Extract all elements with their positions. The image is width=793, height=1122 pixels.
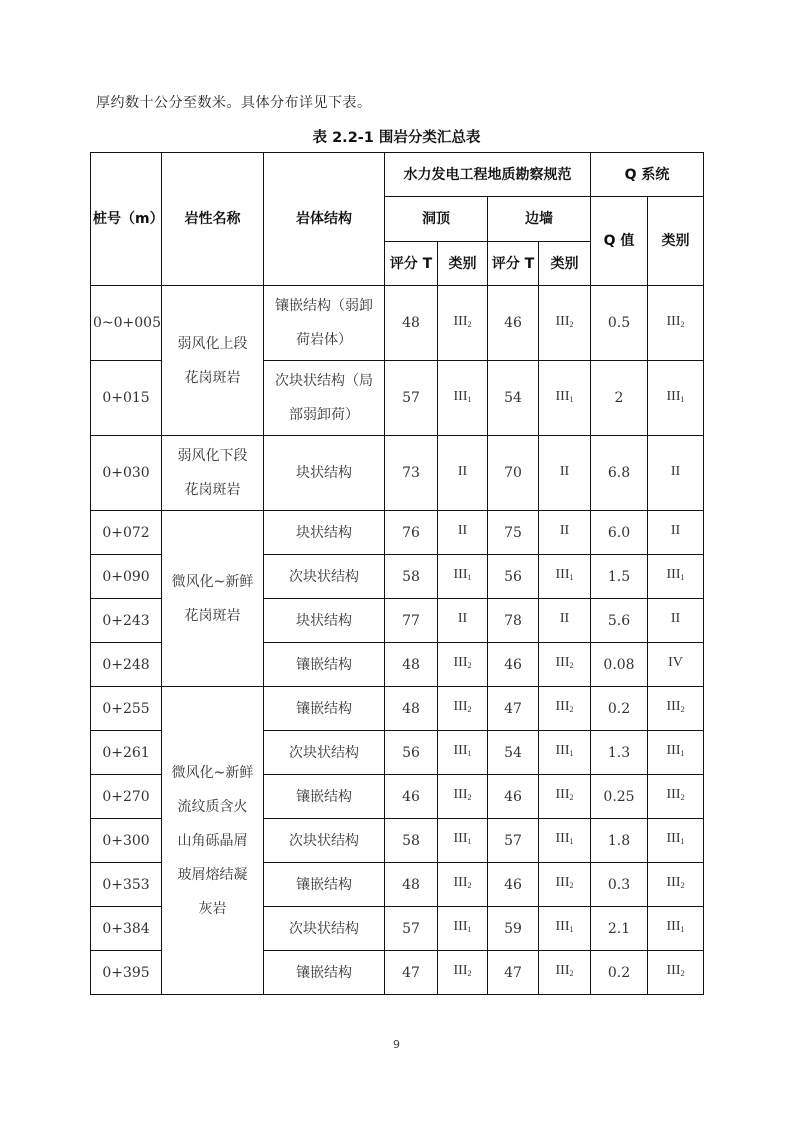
q-value-cell: 5.6 — [591, 599, 648, 643]
station-cell: 0+395 — [91, 951, 162, 995]
station-cell: 0+384 — [91, 907, 162, 951]
roof-score-cell: 46 — [385, 775, 438, 819]
wall-category-cell: $III_1$ — [539, 555, 591, 599]
wall-category-cell: II — [539, 436, 591, 511]
q-value-cell: 2 — [591, 361, 648, 436]
station-cell: 0+300 — [91, 819, 162, 863]
q-category-cell: $III_1$ — [648, 555, 704, 599]
lithology-line: 花岗斑岩 — [184, 482, 241, 498]
header-station: 桩号（m） — [91, 153, 162, 286]
roof-score-cell: 57 — [385, 907, 438, 951]
wall-score-cell: 56 — [488, 555, 539, 599]
q-value-cell: 6.0 — [591, 511, 648, 555]
lithology-line: 弱风化下段 — [177, 448, 248, 464]
q-category-cell: $III_2$ — [648, 951, 704, 995]
q-value-cell: 1.5 — [591, 555, 648, 599]
roof-category-cell: $III_1$ — [438, 907, 488, 951]
station-cell: 0+015 — [91, 361, 162, 436]
q-category-cell: $III_1$ — [648, 731, 704, 775]
lithology-line: 流纹质含火 — [177, 798, 248, 815]
structure-cell: 镶嵌结构 — [264, 863, 385, 907]
header-roof-score: 评分 T — [385, 242, 438, 286]
header-q-value: Q 值 — [591, 197, 648, 286]
page-number: 9 — [393, 1038, 400, 1051]
q-value-cell: 0.25 — [591, 775, 648, 819]
table-row — [91, 436, 704, 511]
structure-cell — [264, 361, 385, 436]
q-value-cell: 0.08 — [591, 643, 648, 687]
structure-cell: 次块状结构 — [264, 819, 385, 863]
table-row — [91, 511, 704, 555]
station-cell: 0+030 — [91, 436, 162, 511]
header-wall: 边墙 — [488, 197, 591, 242]
structure-line: 部弱卸荷） — [289, 407, 359, 423]
structure-cell: 镶嵌结构 — [264, 643, 385, 687]
intro-paragraph: 厚约数十公分至数米。具体分布详见下表。 — [96, 95, 372, 111]
station-cell: 0+090 — [91, 555, 162, 599]
rock-classification-table — [90, 152, 704, 995]
lithology-line: 灰岩 — [198, 900, 227, 917]
wall-category-cell: $III_1$ — [539, 361, 591, 436]
wall-score-cell: 47 — [488, 951, 539, 995]
q-category-cell: $III_1$ — [648, 361, 704, 436]
structure-line: 次块状结构（局 — [275, 373, 373, 389]
roof-score-cell: 48 — [385, 643, 438, 687]
station-cell: 0+261 — [91, 731, 162, 775]
header-standard-group: 水力发电工程地质勘察规范 — [385, 153, 591, 197]
station-cell: 0+353 — [91, 863, 162, 907]
lithology-cell — [162, 511, 264, 687]
q-category-cell: II — [648, 436, 704, 511]
q-category-cell: $III_1$ — [648, 819, 704, 863]
wall-score-cell: 54 — [488, 731, 539, 775]
roof-score-cell: 77 — [385, 599, 438, 643]
lithology-line: 山角砾晶屑 — [177, 832, 248, 849]
q-category-cell: $III_2$ — [648, 863, 704, 907]
wall-category-cell: $III_1$ — [539, 819, 591, 863]
wall-score-cell: 46 — [488, 863, 539, 907]
wall-score-cell: 46 — [488, 286, 539, 361]
structure-cell: 次块状结构 — [264, 731, 385, 775]
roof-category-cell: $III_2$ — [438, 687, 488, 731]
station-cell: 0+255 — [91, 687, 162, 731]
header-q-category: 类别 — [648, 197, 704, 286]
roof-category-cell: II — [438, 599, 488, 643]
q-value-cell: 1.3 — [591, 731, 648, 775]
header-roof: 洞顶 — [385, 197, 488, 242]
roof-category-cell: II — [438, 436, 488, 511]
wall-category-cell: $III_2$ — [539, 687, 591, 731]
roof-score-cell: 76 — [385, 511, 438, 555]
wall-score-cell: 46 — [488, 775, 539, 819]
table-row — [91, 687, 704, 731]
q-value-cell: 6.8 — [591, 436, 648, 511]
q-value-cell: 0.2 — [591, 687, 648, 731]
roof-score-cell: 73 — [385, 436, 438, 511]
q-value-cell: 0.3 — [591, 863, 648, 907]
station-cell: 0+270 — [91, 775, 162, 819]
wall-category-cell: $III_2$ — [539, 643, 591, 687]
roof-score-cell: 48 — [385, 863, 438, 907]
structure-cell: 镶嵌结构 — [264, 687, 385, 731]
q-category-cell: $III_2$ — [648, 687, 704, 731]
q-value-cell: 0.5 — [591, 286, 648, 361]
roof-category-cell: $III_2$ — [438, 643, 488, 687]
structure-line: 镶嵌结构（弱卸 — [275, 298, 373, 314]
roof-category-cell: $III_1$ — [438, 731, 488, 775]
q-category-cell: II — [648, 599, 704, 643]
lithology-line: 花岗斑岩 — [184, 369, 241, 386]
wall-category-cell: $III_2$ — [539, 286, 591, 361]
q-category-cell: $III_1$ — [648, 907, 704, 951]
roof-category-cell: $III_2$ — [438, 863, 488, 907]
q-category-cell: IV — [648, 643, 704, 687]
station-cell: 0+072 — [91, 511, 162, 555]
wall-category-cell: II — [539, 511, 591, 555]
structure-cell: 块状结构 — [264, 511, 385, 555]
roof-score-cell: 57 — [385, 361, 438, 436]
q-category-cell: II — [648, 511, 704, 555]
roof-score-cell: 58 — [385, 555, 438, 599]
roof-category-cell: $III_2$ — [438, 951, 488, 995]
wall-score-cell: 57 — [488, 819, 539, 863]
q-category-cell: $III_2$ — [648, 286, 704, 361]
roof-category-cell: $III_2$ — [438, 775, 488, 819]
table-row — [91, 286, 704, 361]
wall-score-cell: 75 — [488, 511, 539, 555]
structure-cell: 镶嵌结构 — [264, 951, 385, 995]
lithology-line: 微风化~新鲜 — [171, 764, 254, 781]
lithology-line: 花岗斑岩 — [184, 607, 241, 624]
header-wall-category: 类别 — [539, 242, 591, 286]
roof-category-cell: $III_1$ — [438, 555, 488, 599]
roof-category-cell: $III_2$ — [438, 286, 488, 361]
q-value-cell: 2.1 — [591, 907, 648, 951]
wall-category-cell: $III_2$ — [539, 863, 591, 907]
structure-cell: 次块状结构 — [264, 555, 385, 599]
station-cell: 0+243 — [91, 599, 162, 643]
wall-category-cell: $III_1$ — [539, 731, 591, 775]
structure-cell: 镶嵌结构 — [264, 775, 385, 819]
wall-score-cell: 59 — [488, 907, 539, 951]
wall-category-cell: $III_2$ — [539, 775, 591, 819]
roof-category-cell: II — [438, 511, 488, 555]
lithology-line: 微风化~新鲜 — [171, 573, 254, 590]
wall-score-cell: 70 — [488, 436, 539, 511]
wall-category-cell: II — [539, 599, 591, 643]
structure-cell — [264, 286, 385, 361]
station-cell: 0~0+005 — [91, 286, 162, 361]
structure-cell: 块状结构 — [264, 599, 385, 643]
header-lithology: 岩性名称 — [162, 153, 264, 286]
wall-score-cell: 78 — [488, 599, 539, 643]
wall-category-cell: $III_1$ — [539, 907, 591, 951]
roof-category-cell: $III_1$ — [438, 819, 488, 863]
wall-score-cell: 46 — [488, 643, 539, 687]
lithology-line: 玻屑熔结凝 — [177, 866, 248, 883]
q-category-cell: $III_2$ — [648, 775, 704, 819]
roof-score-cell: 56 — [385, 731, 438, 775]
q-value-cell: 0.2 — [591, 951, 648, 995]
roof-score-cell: 48 — [385, 687, 438, 731]
roof-category-cell: $III_1$ — [438, 361, 488, 436]
station-cell: 0+248 — [91, 643, 162, 687]
header-q-system: Q 系统 — [591, 153, 704, 197]
table-caption: 表 2.2-1 围岩分类汇总表 — [312, 130, 481, 146]
lithology-cell — [162, 436, 264, 511]
structure-cell: 次块状结构 — [264, 907, 385, 951]
wall-category-cell: $III_2$ — [539, 951, 591, 995]
roof-score-cell: 48 — [385, 286, 438, 361]
roof-score-cell: 58 — [385, 819, 438, 863]
q-value-cell: 1.8 — [591, 819, 648, 863]
roof-score-cell: 47 — [385, 951, 438, 995]
header-wall-score: 评分 T — [488, 242, 539, 286]
header-structure: 岩体结构 — [264, 153, 385, 286]
structure-cell: 块状结构 — [264, 436, 385, 511]
wall-score-cell: 47 — [488, 687, 539, 731]
wall-score-cell: 54 — [488, 361, 539, 436]
lithology-cell — [162, 687, 264, 995]
lithology-cell — [162, 286, 264, 436]
header-roof-category: 类别 — [438, 242, 488, 286]
structure-line: 荷岩体） — [296, 332, 352, 348]
lithology-line: 弱风化上段 — [177, 335, 248, 352]
